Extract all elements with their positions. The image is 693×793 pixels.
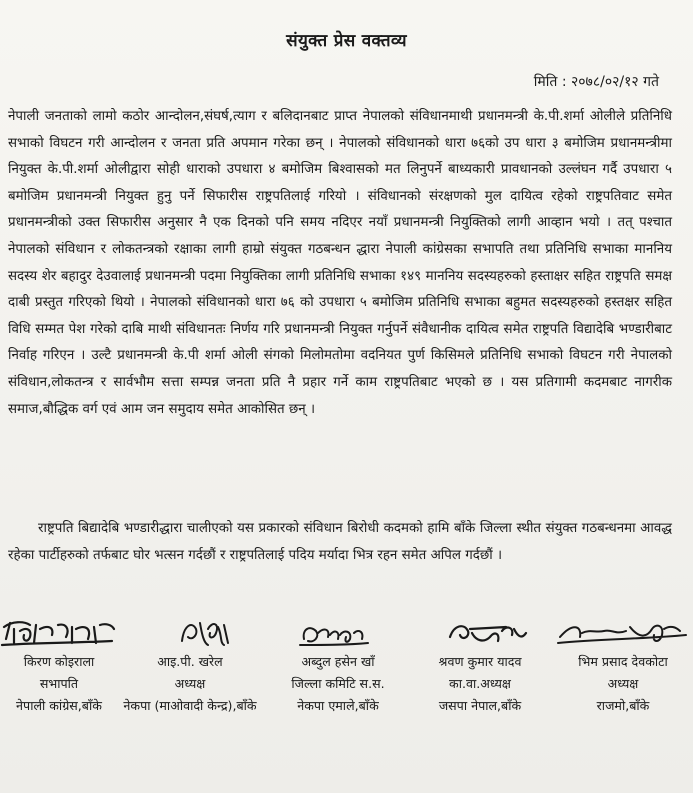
signatures-row	[0, 615, 693, 765]
signatory-1-organization: नेपाली कांग्रेस,बाँके	[16, 698, 102, 713]
signatory-4	[410, 615, 550, 717]
signature-4-handwriting	[410, 615, 550, 651]
signatory-2-position: अध्यक्ष	[174, 676, 206, 691]
signatory-1-name: किरण कोइराला	[23, 654, 95, 669]
signatory-2-organization: नेकपा (माओवादी केन्द्र),बाँके	[123, 698, 257, 713]
signatory-5-position: अध्यक्ष	[607, 676, 639, 691]
signature-5-handwriting	[556, 615, 690, 651]
signature-1-handwriting	[0, 615, 118, 651]
signatory-5	[556, 615, 690, 717]
signatory-3-position: जिल्ला कमिटि स.स.	[291, 676, 385, 691]
paragraph-1-text: नेपाली जनताको लामो कठोर आन्दोलन,संघर्ष,त्याग र बलिदानबाट प्राप्त नेपालको संविधानमाथी प्रधानमन्त्री के.पी.शर्मा ओलीले प्रतिनिधि सभाको विघटन गरी आन्दोलन र जनता प्रति अपमान गरेका छन् । नेपालको संविधानको धारा ७६को उप धारा ३ बमोजिम प्रधानमन्त्रीमा नियुक्त के.पी.शर्मा ओलीद्वारा सोही धाराको उपधारा ४ बमोजिम बिश्वासको मत लिनुपर्ने बाध्यकारी प्रावधानको उल्लंघन गर्दै उपधारा ५ बमोजिम प्रधानमन्त्री नियुक्त हुनु पर्ने सिफारीस राष्ट्रपतिलाई गरियो । संविधानको संरक्षणको मुल दायित्व रहेको राष्ट्रपतिवाट समेत प्रधानमन्त्रीको उक्त सिफारीस अनुसार नै एक दिनको पनि समय नदिएर नयाँ प्रधानमन्त्री नियुक्तिको लागी आव्हान भयो । तत् पश्चात नेपालको संविधान र लोकतन्त्रको रक्षाका लागी हाम्रो संयुक्त गठबन्धन द्धारा नेपाली कांग्रेसका सभापति तथा प्रतिनिधि सभाका माननिय सदस्य शेर बहादुर देउवालाई प्रधानमन्त्री पदमा नियुक्तिका लागी प्रतिनिधि सभाका १४९ माननिय सदस्यहरुको हस्ताक्षर सहित राष्ट्रपति समक्ष दाबी प्रस्तुत गरिएको थियो । नेपालको संविधानको धारा ७६ को उपधारा ५ बमोजिम प्रतिनिधि सभाका बहुमत सदस्यहरुको हस्तक्षर सहित विधि सम्मत पेश गरेको दाबि माथी संविधानतः निर्णय गरि प्रधानमन्त्री नियुक्त गर्नुपर्ने संवैधानीक दायित्व समेत राष्ट्रपति विद्यादेबि भण्डारीबाट निर्वाह गरिएन । उल्टै प्रधानमन्त्री के.पी शर्मा ओली संगको मिलोमतोमा वदनियत पुर्ण किसिमले प्रतिनिधि सभाको विघटन गरी नेपालको संविधान,लोकतन्त्र र सार्वभौम सत्ता सम्पन्न जनता प्रति नै प्रहार गर्ने काम राष्ट्रपतिबाट भएको छ । यस प्रतिगामी कदमबाट नागरीक समाज,बौद्धिक वर्ग एवं आम जन समुदाय समेत आकोसित छन् ।	[8, 109, 672, 417]
signatory-1-position: सभापति	[39, 676, 79, 691]
signatory-4-name: श्रवण कुमार यादव	[438, 654, 522, 669]
signatory-1	[0, 615, 118, 717]
signatory-4-organization: जसपा नेपाल,बाँके	[438, 698, 522, 713]
signature-2-handwriting	[112, 615, 268, 651]
signature-3-handwriting	[274, 615, 402, 651]
signatory-5-name: भिम प्रसाद देवकोटा	[578, 654, 668, 669]
statement-paragraph-2: राष्ट्रपति बिद्यादेबि भण्डारीद्धारा चालीएको यस प्रकारको संविधान बिरोधी कदमको हामि बाँके जिल्ला स्थीत संयुक्त गठबन्धनमा आवद्ध रहेका पार्टीहरुको तर्फबाट घोर भत्सन गर्दछौं र राष्ट्रपतिलाई पदिय मर्यादा भित्र रहन समेत अपिल गर्दछौं ।	[8, 521, 672, 563]
signatory-4-position: का.वा.अध्यक्ष	[449, 676, 511, 691]
signatory-5-organization: राजमो,बाँके	[596, 698, 650, 713]
signatory-2	[112, 615, 268, 717]
signatory-2-name: आइ.पी. खरेल	[157, 654, 223, 669]
document-date: मिति : २०७८/०२/१२ गते	[533, 74, 659, 90]
signatory-3-name: अब्दुल हसेन खाँ	[301, 654, 375, 669]
statement-paragraph-1	[8, 104, 672, 423]
signatory-3	[274, 615, 402, 717]
document-title: संयुक्त प्रेस वक्तव्य	[286, 31, 407, 51]
signatory-3-organization: नेकपा एमाले,बाँके	[297, 698, 379, 713]
